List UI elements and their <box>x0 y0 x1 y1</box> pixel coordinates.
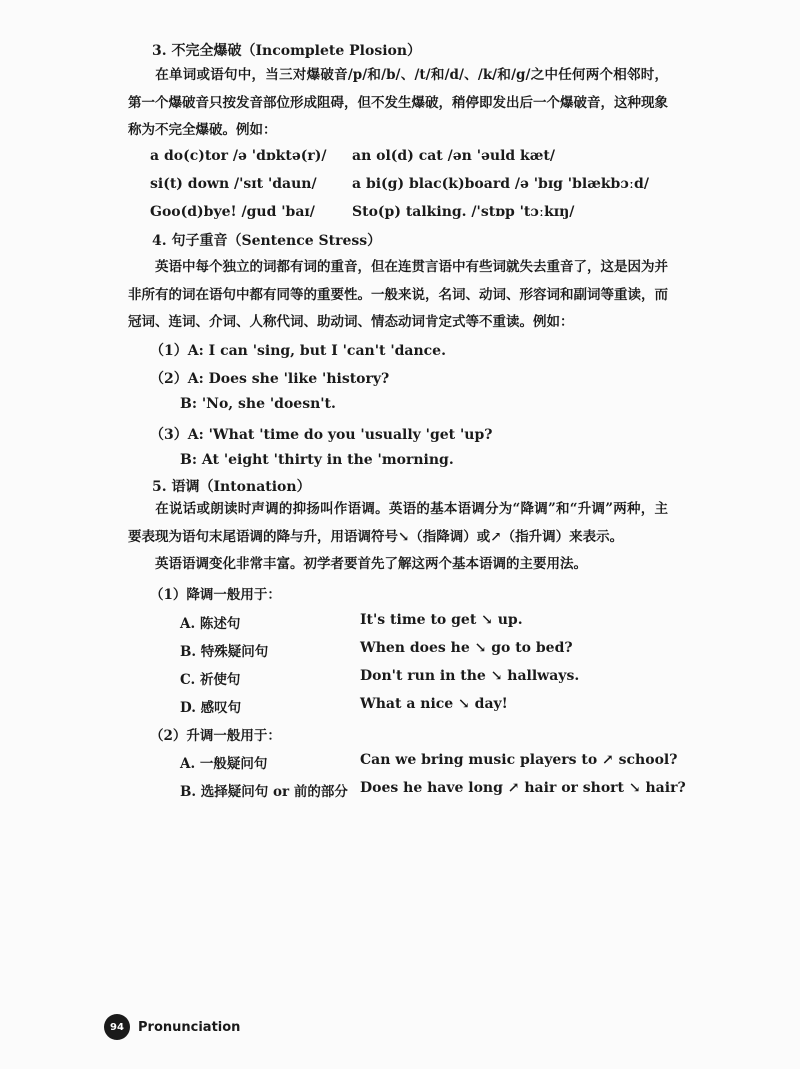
rising-tone-example: Can we bring music players to ↗ school? <box>360 752 678 768</box>
falling-tone-label: B. 特殊疑问句 <box>180 644 269 660</box>
falling-tone-example: It's time to get ↘ up. <box>360 612 523 628</box>
stress-example-line: （1）A: I can 'sing, but I 'can't 'dance. <box>150 343 446 359</box>
stress-example-line: （2）A: Does she 'like 'history? <box>150 371 390 387</box>
stress-example-line: B: At 'eight 'thirty in the 'morning. <box>180 452 454 468</box>
falling-tone-example: Don't run in the ↘ hallways. <box>360 668 580 684</box>
paragraph-intonation-usage: 英语语调变化非常丰富。初学者要首先了解这两个基本语调的主要用法。 <box>155 556 587 572</box>
falling-tone-label: A. 陈述句 <box>180 616 241 632</box>
example-item: si(t) down /'sɪt 'daun/ <box>150 176 317 192</box>
falling-tone-example: When does he ↘ go to bed? <box>360 640 573 656</box>
stress-example-line: B: 'No, she 'doesn't. <box>180 396 336 412</box>
footer-title: Pronunciation <box>138 1019 241 1035</box>
falling-tone-label: C. 祈使句 <box>180 672 241 688</box>
rising-tone-heading: （2）升调一般用于： <box>150 728 281 744</box>
falling-tone-example: What a nice ↘ day! <box>360 696 508 712</box>
falling-tone-label: D. 感叹句 <box>180 700 242 716</box>
example-item: a bi(g) blac(k)board /ə 'bɪg 'blækbɔːd/ <box>352 176 649 192</box>
paragraph-sentence-stress: 英语中每个独立的词都有词的重音，但在连贯言语中有些词就失去重音了，这是因为并非所有的词在语句中都有同等的重要性。一般来说，名词、动词、形容词和副词等重读，而冠词、连词、介词、人称代词、助动词、情态动词肯定式等不重读。例如： <box>128 259 668 330</box>
paragraph-incomplete-plosion: 在单词或语句中，当三对爆破音/p/和/b/、/t/和/d/、/k/和/g/之中任何两个相邻时，第一个爆破音只按发音部位形成阻碍，但不发生爆破，稍停即发出后一个爆破音，这种现象称为不完全爆破。例如： <box>128 67 668 138</box>
section-heading-intonation: 5. 语调（Intonation） <box>152 479 311 495</box>
section-heading-sentence-stress: 4. 句子重音（Sentence Stress） <box>152 233 382 249</box>
falling-tone-heading: （1）降调一般用于： <box>150 587 281 603</box>
example-item: a do(c)tor /ə 'dɒktə(r)/ <box>150 148 327 164</box>
example-item: Sto(p) talking. /'stɒp 'tɔːkɪŋ/ <box>352 204 575 220</box>
example-item: Goo(d)bye! /gud 'baɪ/ <box>150 204 315 220</box>
example-item: an ol(d) cat /ən 'əuld kæt/ <box>352 148 555 164</box>
stress-example-line: （3）A: 'What 'time do you 'usually 'get 'up? <box>150 427 493 443</box>
page-footer <box>104 1013 240 1041</box>
section-heading-incomplete-plosion: 3. 不完全爆破（Incomplete Plosion） <box>152 43 422 59</box>
page-number-badge: 94 <box>104 1014 130 1040</box>
paragraph-intonation: 在说话或朗读时声调的抑扬叫作语调。英语的基本语调分为“降调”和“升调”两种，主要表现为语句末尾语调的降与升，用语调符号↘（指降调）或↗（指升调）来表示。 <box>128 501 668 545</box>
rising-tone-label: A. 一般疑问句 <box>180 756 268 772</box>
rising-tone-label: B. 选择疑问句 or 前的部分 <box>180 784 348 800</box>
rising-tone-example: Does he have long ↗ hair or short ↘ hair? <box>360 780 686 796</box>
